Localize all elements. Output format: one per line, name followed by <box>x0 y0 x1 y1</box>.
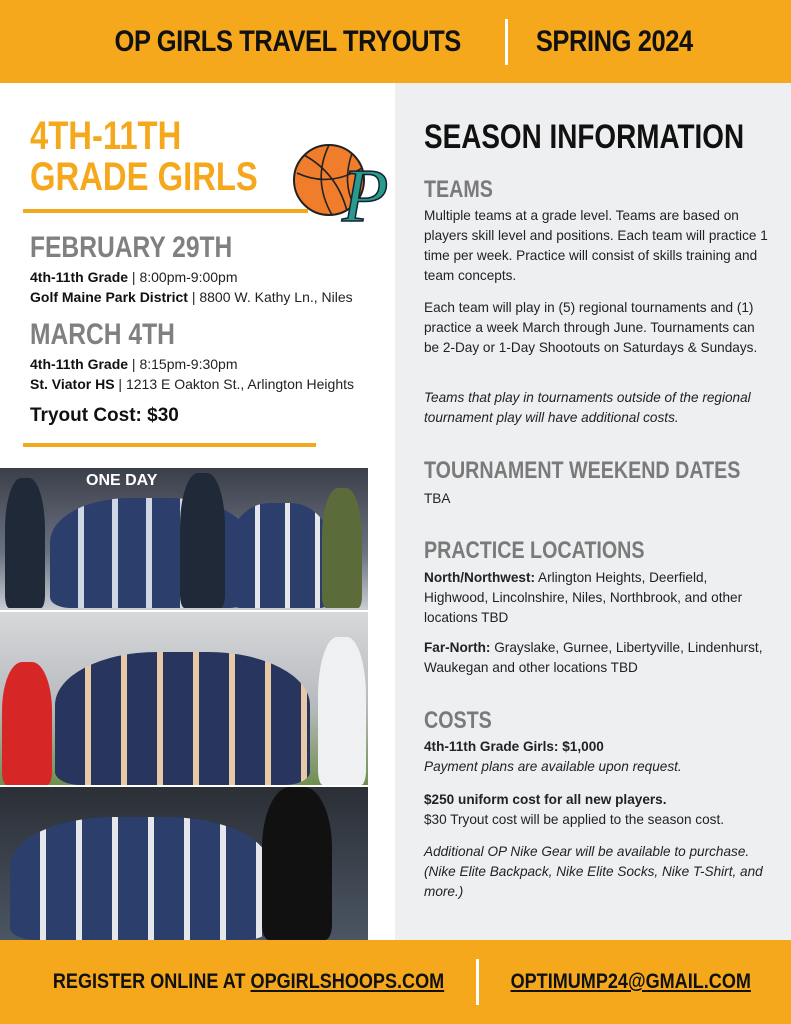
tournament-heading: TOURNAMENT WEEKEND DATES <box>424 457 741 484</box>
cost-grade: 4th-11th Grade Girls: $1,000 <box>424 739 604 754</box>
op-logo <box>292 143 407 238</box>
session-2-address: 1213 E Oakton St., Arlington Heights <box>125 376 354 392</box>
session-2-date: MARCH 4TH <box>30 318 175 351</box>
teams-paragraph-1: Multiple teams at a grade level. Teams are based on players skill level and positions. Each team will practice 1 time per week. Practice will consist of skills training and team concepts. <box>424 208 768 283</box>
session-1-time: 8:00pm-9:00pm <box>139 269 238 285</box>
practice-north-northwest <box>424 568 769 628</box>
session-1-date: FEBRUARY 29TH <box>30 231 233 264</box>
header-divider <box>505 19 508 65</box>
tryout-cost: Tryout Cost: $30 <box>30 405 179 426</box>
uniform-cost: $250 uniform cost for all new players. <box>424 792 667 807</box>
fn-text: Grayslake, Gurnee, Libertyville, Lindenhurst, Waukegan and other locations TBD <box>424 640 763 675</box>
session-2-grade: 4th-11th Grade <box>30 356 129 372</box>
session-1-grade: 4th-11th Grade <box>30 269 129 285</box>
header-bar <box>0 0 791 83</box>
headline-line-2: GRADE GIRLS <box>30 155 258 199</box>
costs-heading: COSTS <box>424 707 492 734</box>
team-photo-3 <box>0 787 368 940</box>
tryout-cost-applied: $30 Tryout cost will be applied to the season cost. <box>424 812 724 827</box>
tryout-details-panel <box>0 83 395 940</box>
divider <box>23 443 316 447</box>
footer-bar <box>0 940 791 1024</box>
team-photo-2 <box>0 612 368 785</box>
teams-paragraph-2: Each team will play in (5) regional tournaments and (1) practice a week March through June. Tournaments can be 2-Day or 1-Day Shootouts on Saturdays & Sundays. <box>424 300 758 355</box>
tournament-dates: TBA <box>424 491 451 506</box>
practice-far-north <box>424 638 769 678</box>
season-info-title: SEASON INFORMATION <box>424 118 745 156</box>
session-1-info: 4th-11th Grade | 8:00pm-9:00pm Golf Maine Park District | 8800 W. Kathy Ln., Niles <box>30 269 353 305</box>
session-1-address: 8800 W. Kathy Ln., Niles <box>199 289 353 305</box>
email-wrap <box>510 970 750 994</box>
session-1-venue: Golf Maine Park District <box>30 289 188 305</box>
headline-line-1: 4TH-11TH <box>30 114 182 158</box>
team-photo-1 <box>0 468 368 610</box>
session-2-venue: St. Viator HS <box>30 376 115 392</box>
nw-text: Arlington Heights, Deerfield, Highwood, Lincolnshire, Niles, Northbrook, and other locations TBD <box>424 570 743 625</box>
website-link[interactable]: OPGIRLSHOOPS.COM <box>250 970 444 993</box>
fn-label: Far-North: <box>424 640 491 655</box>
teams-paragraph-3: Teams that play in tournaments outside of the regional tournament play will have additional costs. <box>424 390 751 425</box>
register-text <box>53 970 444 994</box>
logo-letter: P <box>342 154 389 238</box>
season-information-panel <box>395 83 791 940</box>
nike-gear: Additional OP Nike Gear will be available to purchase. (Nike Elite Backpack, Nike Elite Socks, Nike T-Shirt, and more.) <box>424 844 763 899</box>
header-title: OP GIRLS TRAVEL TRYOUTS <box>114 24 461 58</box>
session-2-time: 8:15pm-9:30pm <box>139 356 238 372</box>
footer-divider <box>476 959 479 1005</box>
nw-label: North/Northwest: <box>424 570 536 585</box>
divider <box>23 209 308 213</box>
email-link[interactable]: OPTIMUMP24@GMAIL.COM <box>510 970 751 993</box>
register-prefix: REGISTER ONLINE AT <box>52 970 251 993</box>
session-2-info: 4th-11th Grade | 8:15pm-9:30pm St. Viator HS | 1213 E Oakton St., Arlington Heights <box>30 356 354 392</box>
payment-plans: Payment plans are available upon request. <box>424 759 682 774</box>
practice-heading: PRACTICE LOCATIONS <box>424 537 645 564</box>
teams-heading: TEAMS <box>424 176 493 203</box>
header-season: SPRING 2024 <box>536 24 694 58</box>
photo-banner-text: ONE DAY <box>86 472 158 489</box>
